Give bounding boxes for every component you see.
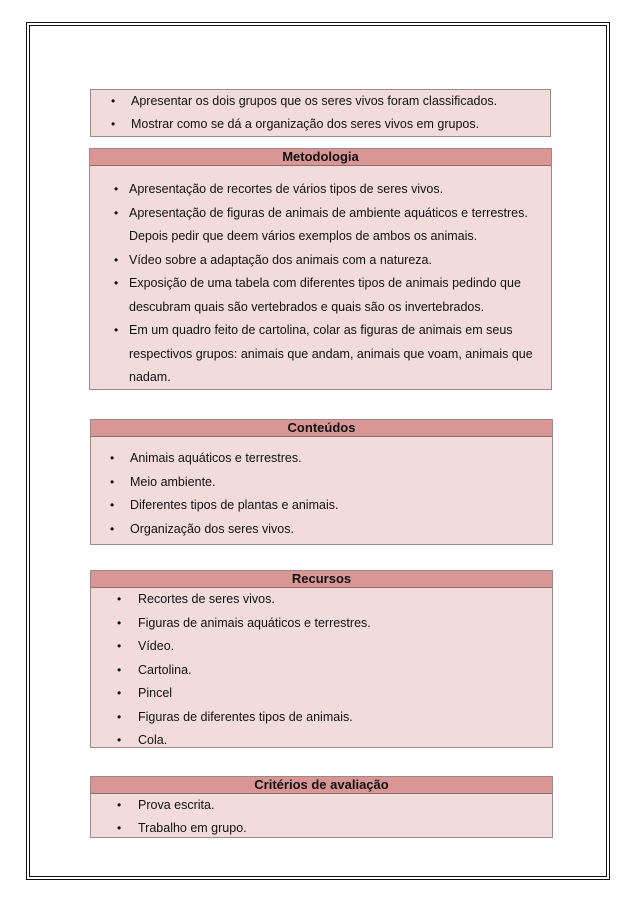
metodologia-block xyxy=(89,148,552,390)
recursos-list xyxy=(91,588,552,753)
bullet-icon: • xyxy=(114,323,119,337)
list-item: • Vídeo. xyxy=(91,635,552,659)
list-item: • Recortes de seres vivos. xyxy=(91,588,552,612)
recursos-block xyxy=(90,570,553,748)
bullet-icon: • xyxy=(117,821,122,835)
list-item: • Meio ambiente. xyxy=(91,471,552,495)
list-item: • Apresentação de figuras de animais de ambiente aquáticos e terrestres. Depois pedir que deem vários exemplos de ambos os animais. xyxy=(90,202,551,249)
bullet-icon: • xyxy=(114,205,119,220)
bullet-icon: • xyxy=(110,451,115,465)
list-item: • Mostrar como se dá a organização dos seres vivos em grupos. xyxy=(91,113,550,136)
bullet-icon: • xyxy=(114,182,119,196)
objectives-list xyxy=(91,90,550,136)
list-item: • Cartolina. xyxy=(91,659,552,683)
list-item: • Trabalho em grupo. xyxy=(91,817,552,840)
bullet-icon: • xyxy=(114,252,119,267)
list-item: • Prova escrita. xyxy=(91,794,552,817)
list-item: • Figuras de animais aquáticos e terrestres. xyxy=(91,612,552,636)
bullet-icon: • xyxy=(110,498,115,512)
list-item: • Figuras de diferentes tipos de animais. xyxy=(91,706,552,730)
list-item: • Vídeo sobre a adaptação dos animais com a natureza. xyxy=(90,249,551,273)
objectives-block xyxy=(90,89,551,137)
bullet-icon: • xyxy=(117,709,122,724)
bullet-icon: • xyxy=(110,474,115,489)
list-item: • Organização dos seres vivos. xyxy=(91,518,552,542)
bullet-icon: • xyxy=(117,592,122,606)
list-item: • Animais aquáticos e terrestres. xyxy=(91,447,552,471)
list-item: • Em um quadro feito de cartolina, colar as figuras de animais em seus respectivos grupos: animais que andam, animais que voam, animais que nadam. xyxy=(90,319,551,390)
list-item: • Diferentes tipos de plantas e animais. xyxy=(91,494,552,518)
list-item: • Pincel xyxy=(91,682,552,706)
criterios-list xyxy=(91,794,552,840)
criterios-heading: Critérios de avaliação xyxy=(91,777,552,794)
bullet-icon: • xyxy=(117,733,122,747)
metodologia-heading: Metodologia xyxy=(90,149,551,166)
list-item: • Exposição de uma tabela com diferentes tipos de animais pedindo que descubram quais são vertebrados e quais são os invertebrados. xyxy=(90,272,551,319)
criterios-block xyxy=(90,776,553,838)
conteudos-list xyxy=(91,437,552,541)
metodologia-list xyxy=(90,166,551,390)
bullet-icon: • xyxy=(117,639,122,653)
bullet-icon: • xyxy=(111,117,116,131)
bullet-icon: • xyxy=(114,276,119,290)
list-item: • Apresentar os dois grupos que os seres vivos foram classificados. xyxy=(91,90,550,113)
bullet-icon: • xyxy=(117,798,122,812)
recursos-heading: Recursos xyxy=(91,571,552,588)
list-item: • Apresentação de recortes de vários tipos de seres vivos. xyxy=(90,178,551,202)
bullet-icon: • xyxy=(117,686,122,700)
list-item: • Cola. xyxy=(91,729,552,753)
bullet-icon: • xyxy=(117,662,122,677)
conteudos-heading: Conteúdos xyxy=(91,420,552,437)
bullet-icon: • xyxy=(110,521,115,536)
conteudos-block xyxy=(90,419,553,545)
bullet-icon: • xyxy=(111,94,116,108)
bullet-icon: • xyxy=(117,615,122,630)
